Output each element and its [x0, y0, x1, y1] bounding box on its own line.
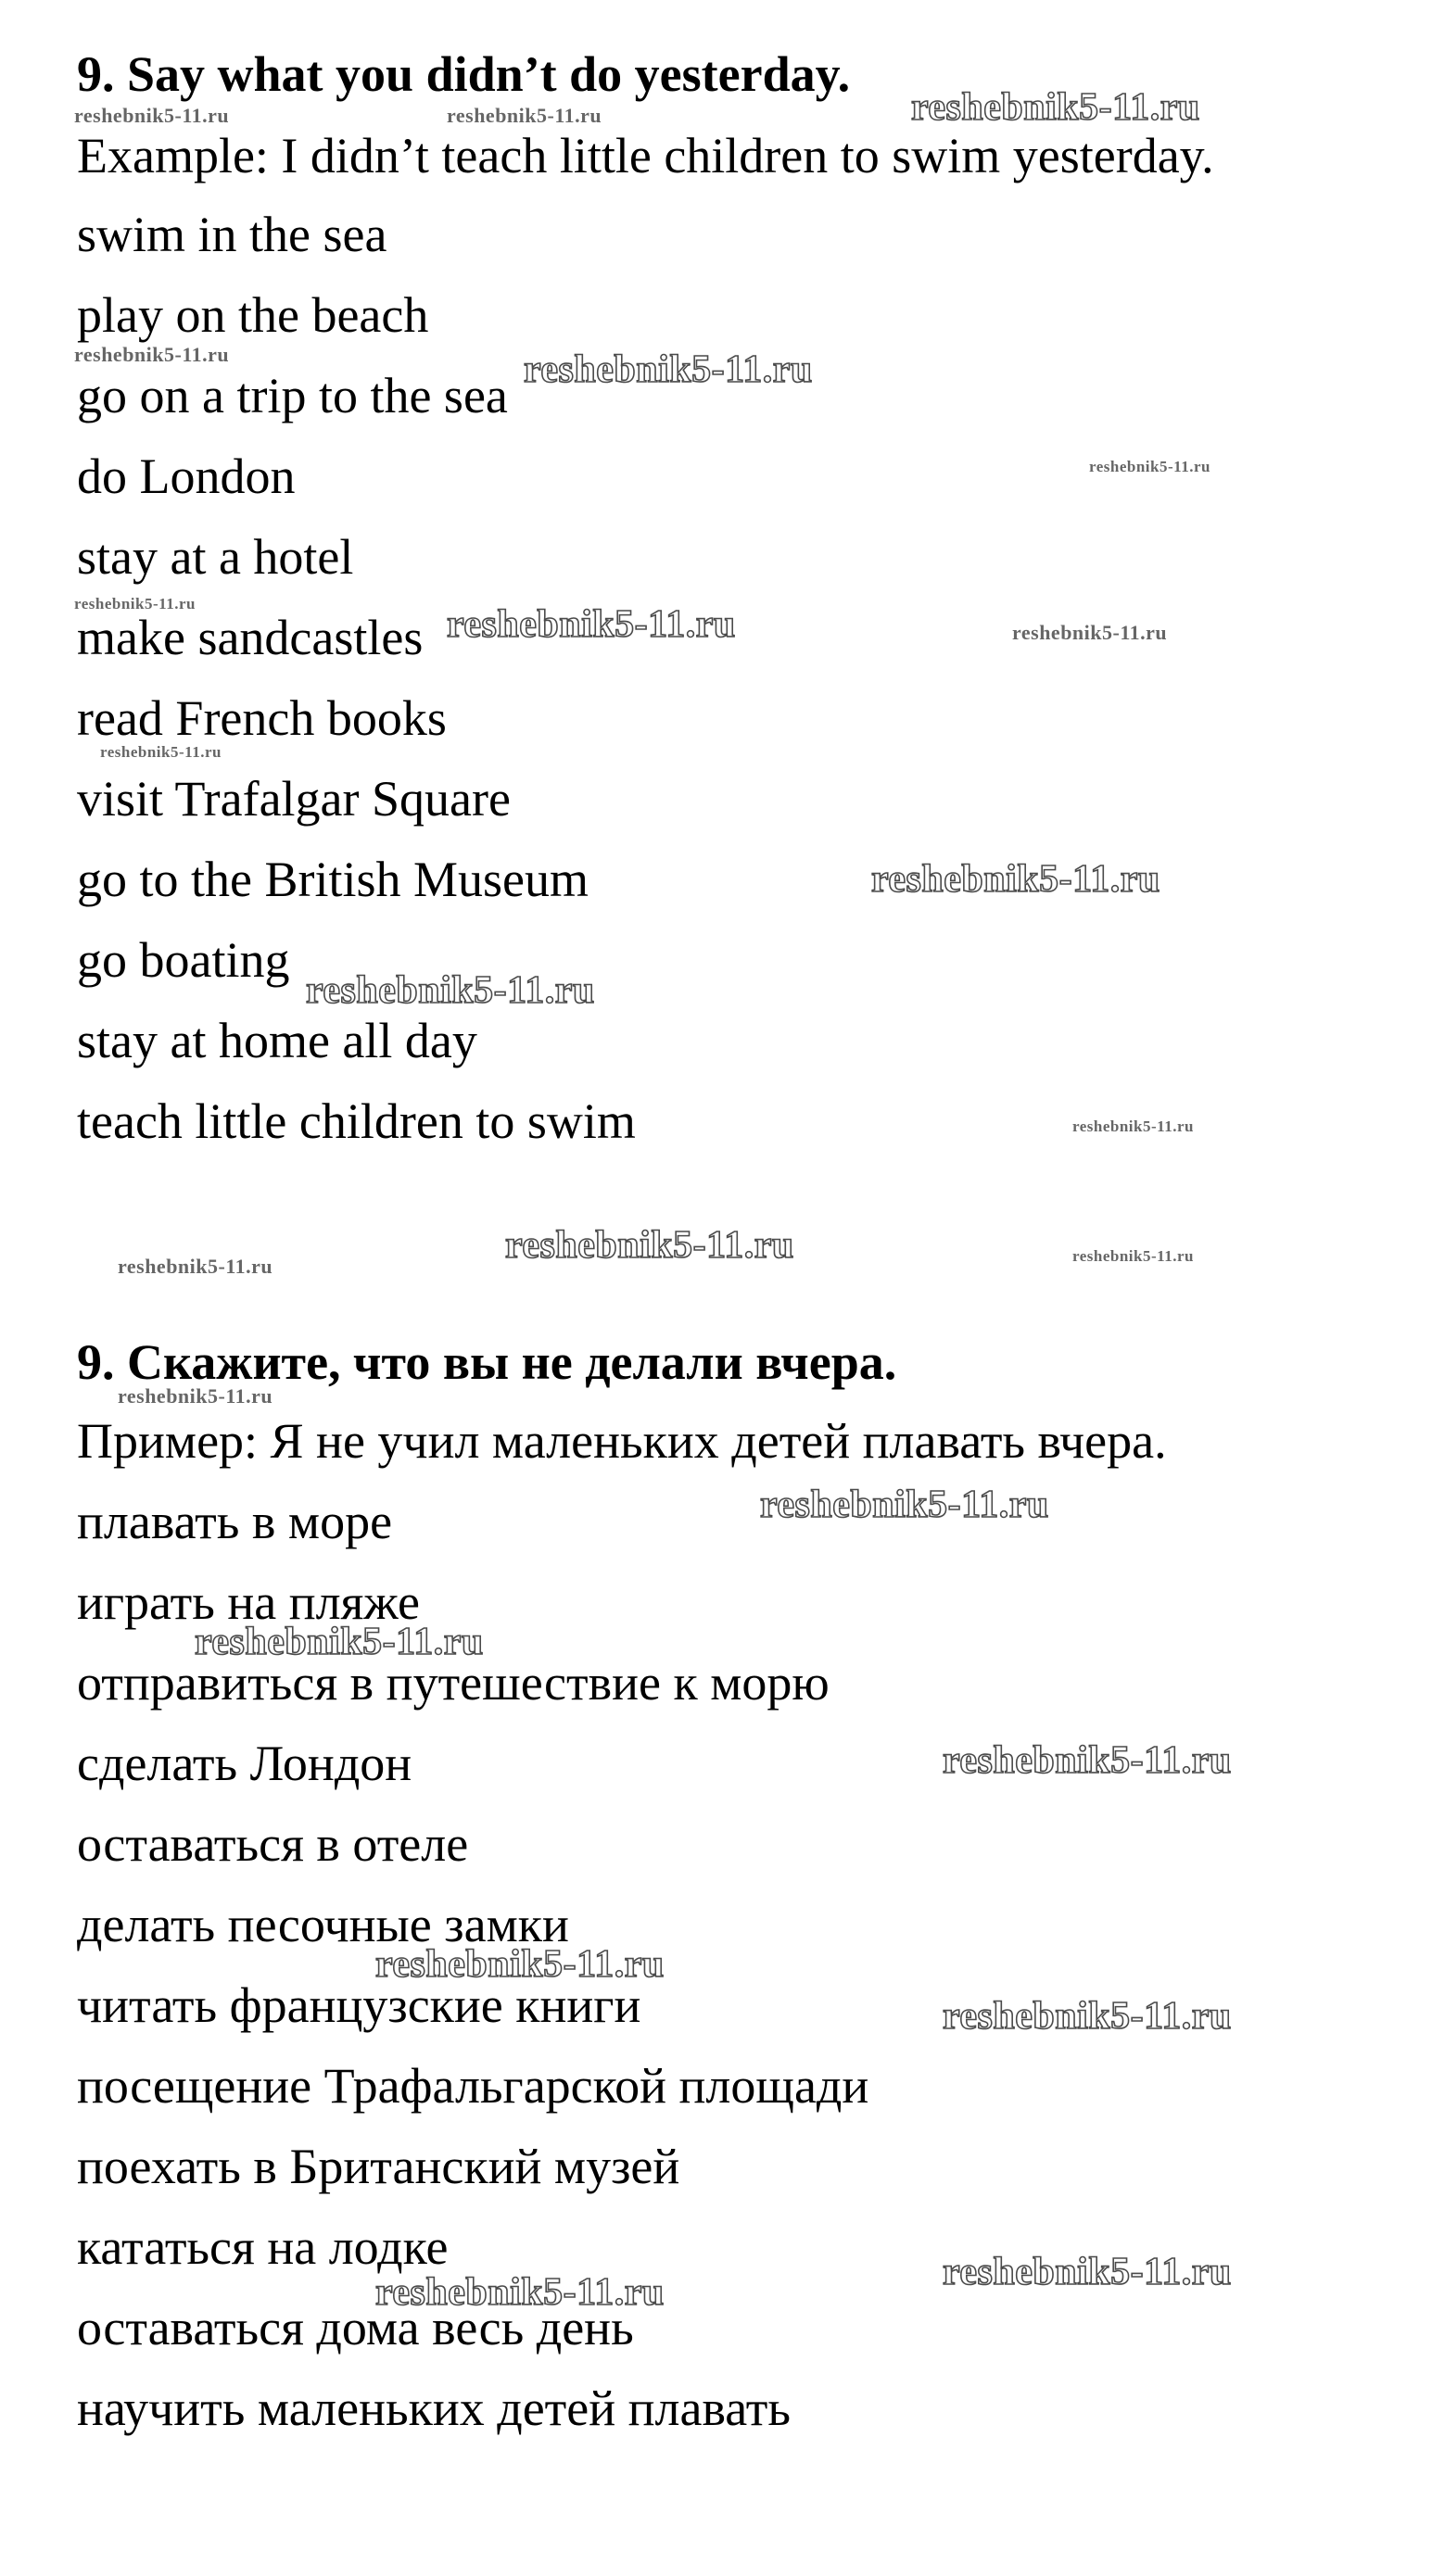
russian-item: сделать Лондон	[77, 1736, 412, 1791]
watermark: reshebnik5-11.ru	[1072, 1118, 1194, 1135]
english-item: read French books	[77, 690, 447, 746]
watermark: reshebnik5-11.ru	[195, 1621, 484, 1663]
english-example: Example: I didn’t teach little children to swim yesterday.	[77, 128, 1214, 183]
english-item: go boating	[77, 932, 290, 988]
watermark: reshebnik5-11.ru	[943, 1995, 1232, 2038]
watermark: reshebnik5-11.ru	[375, 1943, 665, 1986]
english-item: make sandcastles	[77, 610, 424, 665]
english-item: visit Trafalgar Square	[77, 771, 511, 827]
russian-item: поехать в Британский музей	[77, 2139, 680, 2194]
watermark: reshebnik5-11.ru	[306, 969, 595, 1012]
english-item: do London	[77, 448, 296, 504]
english-heading: 9. Say what you didn’t do yesterday.	[77, 46, 851, 102]
watermark: reshebnik5-11.ru	[447, 603, 736, 646]
watermark: reshebnik5-11.ru	[524, 348, 813, 391]
russian-example: Пример: Я не учил маленьких детей плавать вчера.	[77, 1413, 1167, 1469]
russian-item: плавать в море	[77, 1494, 393, 1549]
english-item: go on a trip to the sea	[77, 368, 508, 423]
watermark: reshebnik5-11.ru	[871, 858, 1160, 901]
watermark: reshebnik5-11.ru	[505, 1224, 794, 1267]
watermark: reshebnik5-11.ru	[1072, 1247, 1194, 1265]
watermark: reshebnik5-11.ru	[74, 104, 230, 127]
russian-item: оставаться в отеле	[77, 1816, 469, 1872]
watermark: reshebnik5-11.ru	[943, 2251, 1232, 2293]
russian-item: посещение Трафальгарской площади	[77, 2058, 869, 2114]
russian-item: отправиться в путешествие к морю	[77, 1655, 830, 1711]
watermark: reshebnik5-11.ru	[100, 743, 222, 761]
watermark: reshebnik5-11.ru	[911, 86, 1200, 129]
watermark: reshebnik5-11.ru	[447, 104, 602, 127]
watermark: reshebnik5-11.ru	[74, 343, 230, 366]
watermark: reshebnik5-11.ru	[118, 1384, 273, 1408]
russian-heading: 9. Скажите, что вы не делали вчера.	[77, 1334, 897, 1390]
english-item: stay at a hotel	[77, 529, 354, 585]
watermark: reshebnik5-11.ru	[943, 1739, 1232, 1782]
english-item: go to the British Museum	[77, 852, 589, 907]
russian-item: кататься на лодке	[77, 2219, 449, 2275]
russian-item: играть на пляже	[77, 1574, 420, 1630]
watermark: reshebnik5-11.ru	[760, 1484, 1049, 1526]
english-item: swim in the sea	[77, 207, 387, 262]
english-item: teach little children to swim	[77, 1093, 636, 1149]
russian-item: делать песочные замки	[77, 1897, 569, 1952]
watermark: reshebnik5-11.ru	[1012, 621, 1168, 644]
watermark: reshebnik5-11.ru	[74, 595, 196, 612]
watermark: reshebnik5-11.ru	[375, 2271, 665, 2314]
watermark: reshebnik5-11.ru	[118, 1255, 273, 1278]
russian-item: научить маленьких детей плавать	[77, 2380, 792, 2436]
english-item: stay at home all day	[77, 1013, 477, 1068]
russian-item: читать французские книги	[77, 1977, 641, 2033]
english-item: play on the beach	[77, 287, 429, 343]
russian-item: оставаться дома весь день	[77, 2300, 634, 2355]
watermark: reshebnik5-11.ru	[1089, 458, 1210, 475]
